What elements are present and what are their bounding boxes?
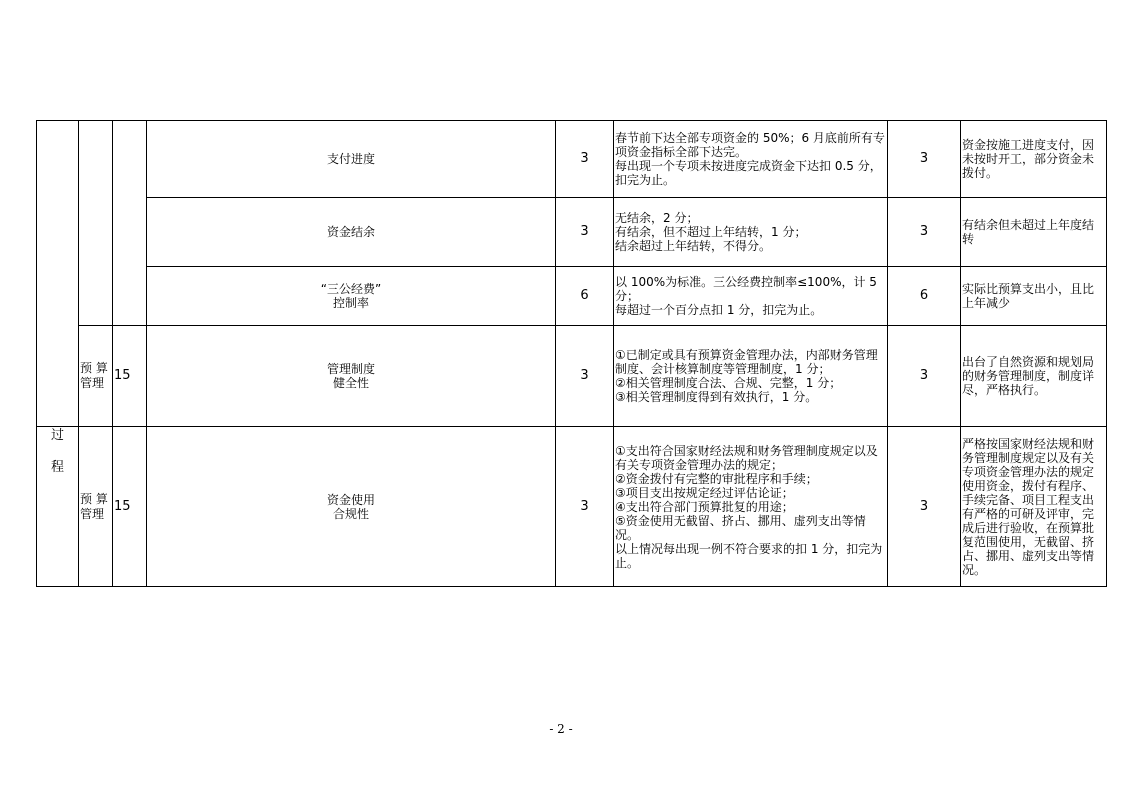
criteria-line: 春节前下达全部专项资金的 50%；6 月底前所有专项资金指标全部下达完。 [615,131,885,159]
sub-weight-cell: 15 [113,326,147,427]
subcategory-cell [79,326,113,427]
criteria-line: 有结余，但不超过上年结转，1 分； [615,225,807,239]
criteria-cell [614,267,888,326]
indicator-text: 合规性 [332,506,369,521]
weight-cell: 3 [556,198,614,267]
subcategory-cell [79,427,113,587]
criteria-line: ①已制定或具有预算资金管理办法，内部财务管理制度、会计核算制度等管理制度，1 分； [615,348,878,376]
criteria-cell [614,198,888,267]
criteria-line: ③项目支出按规定经过评估论证； [615,485,794,500]
weight-cell: 6 [556,267,614,326]
table-row [37,121,1107,198]
criteria-line: ②资金拨付有完整的审批程序和手续； [615,471,818,486]
indicator-text: 资金结余 [326,225,375,239]
subcategory-cell-empty [79,121,113,326]
indicator-cell [147,427,556,587]
indicator-text: 管理制度 [326,362,375,376]
criteria-line: 以 100%为标准。三公经费控制率≤100%，计 5 分； [615,275,877,303]
subcategory-text: 预 算 [80,491,108,506]
criteria-cell [614,121,888,198]
stage-char: 程 [50,460,64,475]
subcategory-text: 管理 [80,506,105,521]
criteria-cell [614,326,888,427]
indicator-text: 支付进度 [326,152,375,166]
evaluation-table [36,120,1107,587]
notes-text: 严格按国家财经法规和财务管理制度规定以及有关专项资金管理办法的规定使用资金，拨付有程序、手续完备、项目工程支出有严格的可研及评审，完成后进行验收，在预算批复范围使用，无截留、挤占、挪用、虚列支出等情况。 [962,436,1095,577]
table-row [37,267,1107,326]
indicator-text: 资金使用 [326,492,375,507]
score-cell: 6 [888,267,961,326]
criteria-line: ②相关管理制度合法、合规、完整，1 分； [615,376,842,390]
sub-weight-cell: 15 [113,427,147,587]
indicator-cell [147,198,556,267]
criteria-line: 每出现一个专项未按进度完成资金下达扣 0.5 分，扣完为止。 [615,159,882,187]
weight-cell: 3 [556,427,614,587]
weight-cell: 3 [556,326,614,427]
subcategory-text: 预 算 [80,361,108,375]
notes-text: 实际比预算支出小，且比上年减少 [962,282,1095,310]
score-cell: 3 [888,427,961,587]
sub-weight-cell-empty [113,121,147,326]
criteria-line: ③相关管理制度得到有效执行，1 分。 [615,390,818,404]
criteria-line: ①支出符合国家财经法规和财务管理制度规定以及有关专项资金管理办法的规定； [615,443,878,472]
criteria-line: 以上情况每出现一例不符合要求的扣 1 分，扣完为止。 [615,541,883,570]
stage-cell [37,427,79,587]
indicator-cell [147,326,556,427]
notes-text: 资金按施工进度支付，因未按时开工，部分资金未拨付。 [962,138,1095,180]
indicator-cell [147,267,556,326]
criteria-line: ⑤资金使用无截留、挤占、挪用、虚列支出等情况。 [615,513,866,542]
notes-cell [961,198,1107,267]
indicator-text: “三公经费” [320,282,382,296]
score-cell: 3 [888,198,961,267]
criteria-line: 结余超过上年结转，不得分。 [615,239,772,253]
indicator-text: 健全性 [332,376,369,390]
table-row [37,326,1107,427]
criteria-cell [614,427,888,587]
notes-cell [961,427,1107,587]
score-cell: 3 [888,121,961,198]
score-cell: 3 [888,326,961,427]
stage-char: 过 [50,428,64,443]
table-row [37,427,1107,587]
notes-text: 有结余但未超过上年度结转 [962,218,1095,246]
stage-cell-empty [37,121,79,427]
notes-cell [961,326,1107,427]
table-row [37,198,1107,267]
notes-cell [961,121,1107,198]
notes-text: 出台了自然资源和规划局的财务管理制度，制度详尽，严格执行。 [962,355,1095,397]
criteria-line: 无结余，2 分； [615,211,699,225]
subcategory-text: 管理 [80,376,105,390]
notes-cell [961,267,1107,326]
indicator-text: 控制率 [332,296,369,310]
criteria-line: ④支出符合部门预算批复的用途； [615,499,794,514]
indicator-cell [147,121,556,198]
weight-cell: 3 [556,121,614,198]
page-number: - 2 - [549,722,573,736]
criteria-line: 每超过一个百分点扣 1 分，扣完为止。 [615,303,823,317]
